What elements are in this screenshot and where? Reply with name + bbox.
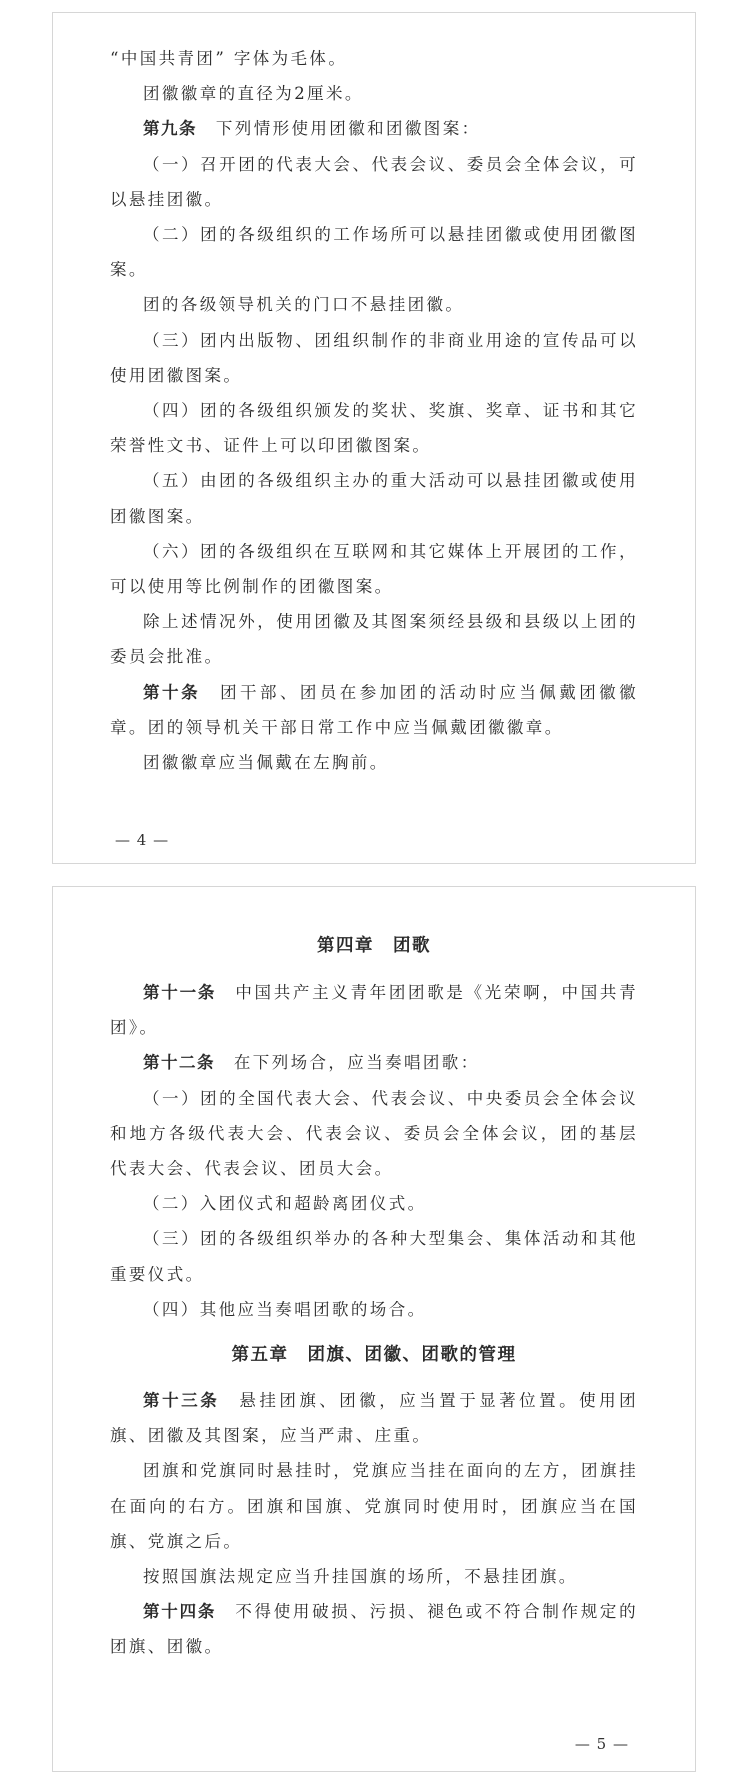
paragraph-font-note: “中国共青团” 字体为毛体。 (110, 49, 348, 68)
list-item: （二）入团仪式和超龄离团仪式。 (143, 1194, 427, 1214)
list-item: （五）由团的各级组织主办的重大活动可以悬挂团徽或使用团徽图案。 (110, 471, 638, 526)
list-item: 除上述情况外，使用团徽及其图案须经县级和县级以上团的委员会批准。 (110, 612, 638, 667)
article-13 (110, 1383, 638, 1453)
article-text: 中国共产主义青年团团歌是《光荣啊，中国共青团》。 (110, 983, 638, 1038)
article-10 (110, 675, 638, 745)
page-number: — 4 — (115, 831, 170, 849)
list-item: （四）其他应当奏唱团歌的场合。 (143, 1299, 427, 1319)
list-item: 团的各级领导机关的门口不悬挂团徽。 (143, 295, 465, 315)
article-heading: 第十条 (143, 682, 201, 702)
list-item: （一）召开团的代表大会、代表会议、委员会全体会议，可以悬挂团徽。 (110, 154, 638, 209)
page-number: — 5 — (574, 1735, 629, 1753)
article-14 (110, 1594, 638, 1664)
article-heading: 第十二条 (143, 1053, 215, 1073)
article-heading: 第九条 (143, 119, 197, 139)
paragraph: 团旗和党旗同时悬挂时，党旗应当挂在面向的左方，团旗挂在面向的右方。团旗和国旗、党旗同时使用时，团旗应当在国旗、党旗之后。 (110, 1461, 638, 1551)
article-heading: 第十四条 (143, 1602, 217, 1622)
chapter-title: 第五章 团旗、团徽、团歌的管理 (231, 1345, 517, 1366)
article-9 (110, 111, 638, 146)
article-text: 悬挂团旗、团徽，应当置于显著位置。使用团旗、团徽及其图案，应当严肃、庄重。 (110, 1391, 639, 1446)
article-text: 团干部、团员在参加团的活动时应当佩戴团徽徽章。团的领导机关干部日常工作中应当佩戴团徽徽章。 (110, 682, 638, 737)
document-page-5 (52, 886, 696, 1772)
document-page-4 (52, 12, 696, 864)
article-text: 不得使用破损、污损、褪色或不符合制作规定的团旗、团徽。 (110, 1602, 638, 1657)
article-text: 在下列场合，应当奏唱团歌： (233, 1053, 480, 1073)
list-item: （一）团的全国代表大会、代表会议、中央委员会全体会议和地方各级代表大会、代表会议、委员会全体会议，团的基层代表大会、代表会议、团员大会。 (110, 1088, 638, 1179)
article-heading: 第十一条 (143, 983, 217, 1002)
article-text: 下列情形使用团徽和团徽图案： (215, 119, 481, 139)
article-12 (110, 1045, 638, 1080)
article-heading: 第十三条 (143, 1391, 220, 1411)
list-item: （二）团的各级组织的工作场所可以悬挂团徽或使用团徽图案。 (110, 225, 638, 280)
page-body (53, 41, 695, 780)
paragraph-badge-position: 团徽徽章应当佩戴在左胸前。 (143, 753, 389, 773)
list-item: （三）团的各级组织举办的各种大型集会、集体活动和其他重要仪式。 (110, 1229, 638, 1284)
paragraph-badge-diameter: 团徽徽章的直径为2厘米。 (143, 84, 364, 104)
list-item: （四）团的各级组织颁发的奖状、奖旗、奖章、证书和其它荣誉性文书、证件上可以印团徽图案。 (110, 401, 638, 456)
paragraph: 按照国旗法规定应当升挂国旗的场所，不悬挂团旗。 (143, 1567, 578, 1587)
page-body (53, 917, 695, 1665)
list-item: （六）团的各级组织在互联网和其它媒体上开展团的工作，可以使用等比例制作的团徽图案。 (110, 541, 638, 597)
chapter-title: 第四章 团歌 (317, 936, 431, 956)
article-11 (110, 975, 638, 1045)
list-item: （三）团内出版物、团组织制作的非商业用途的宣传品可以使用团徽图案。 (110, 330, 638, 385)
